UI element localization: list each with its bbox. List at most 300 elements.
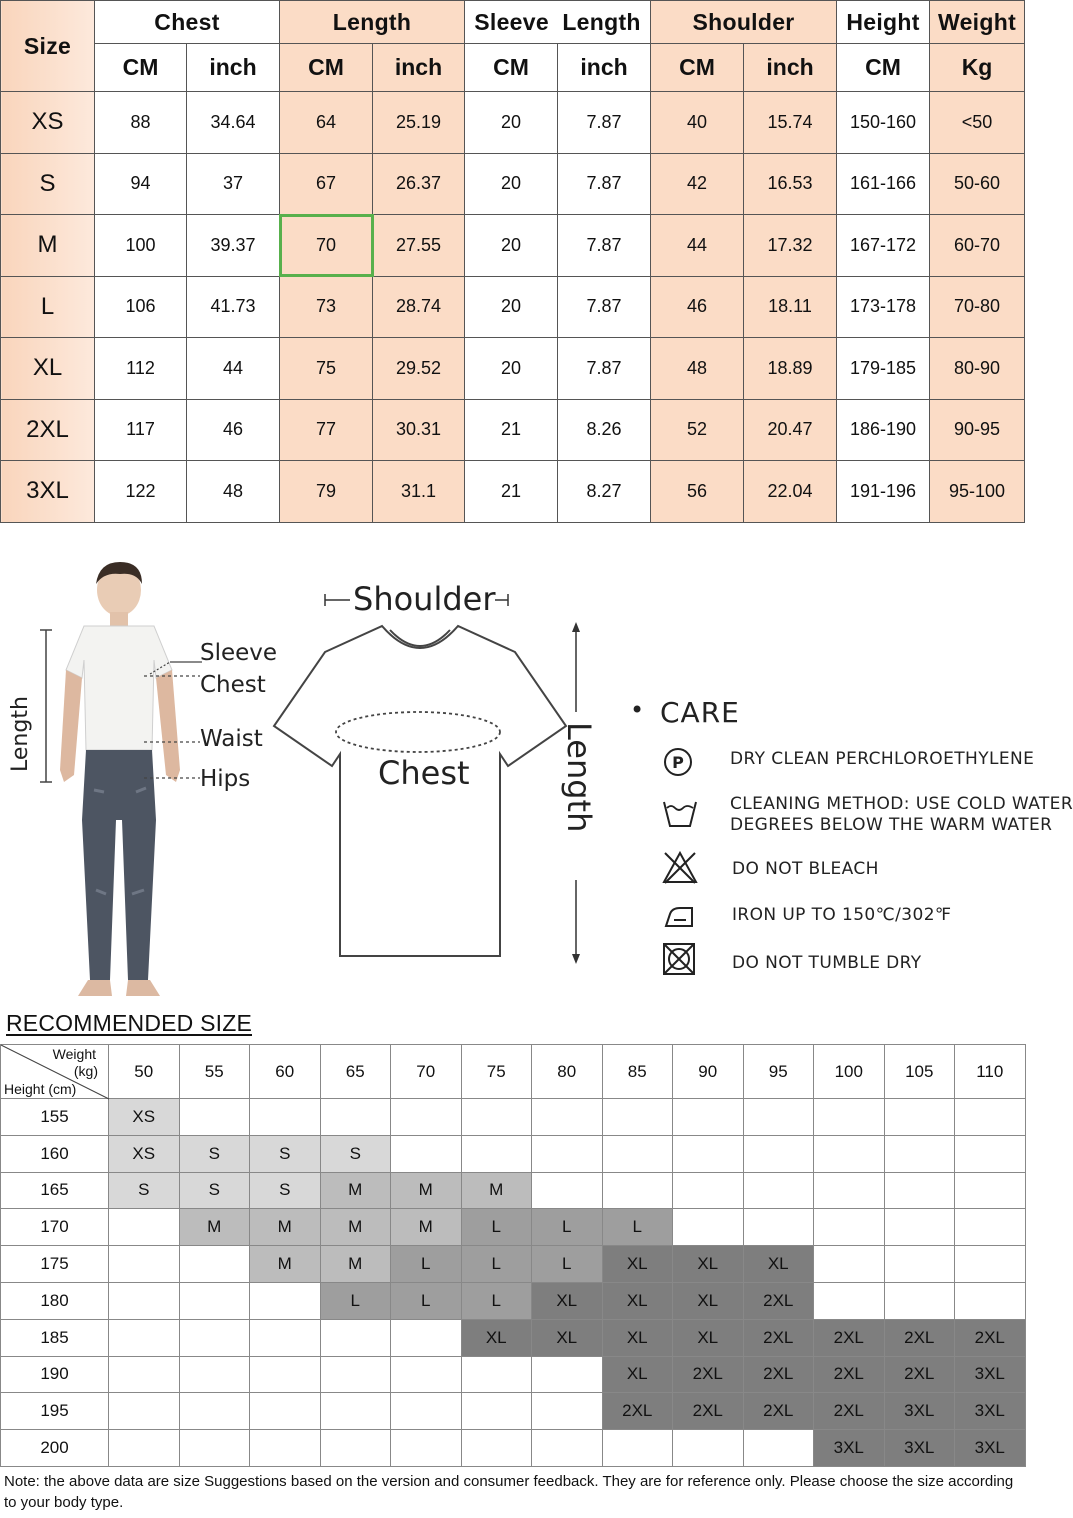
size-value-cell: 112 — [95, 338, 187, 400]
height-row — [1, 1430, 1026, 1467]
size-value-cell: 60-70 — [930, 215, 1025, 277]
recommended-size-cell — [955, 1246, 1026, 1283]
recommended-size-title: RECOMMENDED SIZE — [6, 1010, 252, 1036]
recommended-size-cell — [532, 1099, 603, 1136]
size-value-cell: 52 — [651, 399, 744, 461]
size-row — [1, 215, 1025, 277]
recommended-size-cell — [179, 1319, 250, 1356]
recommended-size-cell — [532, 1356, 603, 1393]
weight-header-row — [1, 1045, 1026, 1099]
shirt-shoulder-label: Shoulder — [353, 580, 496, 618]
size-value-cell: 18.89 — [744, 338, 837, 400]
recommended-size-cell: XL — [532, 1282, 603, 1319]
recommended-size-cell: 2XL — [884, 1356, 955, 1393]
size-value-cell: 21 — [465, 399, 558, 461]
size-value-cell: 64 — [280, 92, 373, 154]
recommended-size-cell: 3XL — [814, 1430, 885, 1467]
recommended-size-cell — [320, 1099, 391, 1136]
recommended-size-cell: M — [320, 1209, 391, 1246]
recommended-size-cell: 2XL — [743, 1319, 814, 1356]
size-value-cell: 90-95 — [930, 399, 1025, 461]
size-value-cell: 26.37 — [373, 153, 465, 215]
recommended-size-cell: XL — [602, 1356, 673, 1393]
recommended-size-cell — [814, 1099, 885, 1136]
size-value-cell: 7.87 — [558, 92, 651, 154]
recommended-size-cell — [250, 1430, 321, 1467]
recommended-size-cell — [532, 1393, 603, 1430]
size-value-cell: 7.87 — [558, 153, 651, 215]
corner-weight-label: Weight — [52, 1046, 96, 1062]
recommended-size-cell: 2XL — [814, 1393, 885, 1430]
recommended-size-cell — [743, 1209, 814, 1246]
recommended-size-cell: L — [532, 1209, 603, 1246]
recommended-size-cell — [391, 1393, 462, 1430]
recommended-size-cell — [179, 1430, 250, 1467]
unit-header: inch — [744, 44, 837, 92]
unit-header: CM — [837, 44, 930, 92]
do-not-tumble-dry-icon — [662, 942, 696, 976]
size-value-cell: 21 — [465, 461, 558, 523]
recommended-size-cell: 2XL — [602, 1393, 673, 1430]
height-cell: 155 — [1, 1099, 109, 1136]
size-value-cell: 70 — [280, 215, 373, 277]
recommended-size-cell — [461, 1393, 532, 1430]
recommended-size-cell: L — [532, 1246, 603, 1283]
svg-text:P: P — [672, 753, 684, 772]
recommended-size-cell: M — [320, 1172, 391, 1209]
recommended-size-cell: L — [391, 1282, 462, 1319]
size-chart-table — [0, 0, 1025, 523]
recommended-size-cell: M — [179, 1209, 250, 1246]
recommended-size-cell — [179, 1393, 250, 1430]
recommended-size-cell: XL — [673, 1246, 744, 1283]
weight-header-cell: 55 — [179, 1045, 250, 1099]
recommended-size-cell — [461, 1099, 532, 1136]
waist-label: Waist — [200, 726, 263, 752]
size-value-cell: <50 — [930, 92, 1025, 154]
recommended-size-cell — [955, 1135, 1026, 1172]
size-value-cell: 167-172 — [837, 215, 930, 277]
size-row — [1, 92, 1025, 154]
recommended-size-cell: L — [320, 1282, 391, 1319]
size-value-cell: 179-185 — [837, 338, 930, 400]
recommended-size-cell — [179, 1356, 250, 1393]
recommended-size-cell — [320, 1356, 391, 1393]
care-text-cleaning-2: DEGREES BELOW THE WARM WATER — [730, 815, 1053, 835]
unit-header: inch — [373, 44, 465, 92]
weight-header-cell: 100 — [814, 1045, 885, 1099]
recommended-size-cell — [461, 1430, 532, 1467]
recommended-size-cell: L — [391, 1246, 462, 1283]
size-row — [1, 399, 1025, 461]
size-note: Note: the above data are size Suggestions based on the version and consumer feedback. They are for reference only. Please choose the size according to your body type. — [4, 1473, 1014, 1511]
shirt-length-label: Length — [560, 722, 598, 833]
size-value-cell: 73 — [280, 276, 373, 338]
weight-header-cell: 110 — [955, 1045, 1026, 1099]
size-value-cell: 106 — [95, 276, 187, 338]
size-value-cell: 48 — [187, 461, 280, 523]
recommended-size-cell: S — [179, 1172, 250, 1209]
height-row — [1, 1172, 1026, 1209]
shirt-chest-label: Chest — [378, 754, 470, 792]
recommended-size-cell — [602, 1135, 673, 1172]
size-value-cell: 29.52 — [373, 338, 465, 400]
size-value-cell: 18.11 — [744, 276, 837, 338]
corner-kg-label: (kg) — [73, 1063, 98, 1079]
recommended-size-cell: L — [602, 1209, 673, 1246]
size-value-cell: 80-90 — [930, 338, 1025, 400]
size-value-cell: 17.32 — [744, 215, 837, 277]
recommended-size-cell — [955, 1209, 1026, 1246]
recommended-size-cell — [109, 1319, 180, 1356]
recommended-size-cell: XL — [673, 1319, 744, 1356]
size-value-cell: 117 — [95, 399, 187, 461]
dry-clean-p-icon — [662, 746, 694, 778]
recommended-size-cell — [602, 1172, 673, 1209]
height-row — [1, 1135, 1026, 1172]
recommended-size-cell: 3XL — [955, 1356, 1026, 1393]
recommended-size-cell: M — [320, 1246, 391, 1283]
recommended-size-cell — [814, 1246, 885, 1283]
size-value-cell: 75 — [280, 338, 373, 400]
weight-header: Weight — [930, 1, 1025, 44]
recommended-size-cell — [461, 1135, 532, 1172]
recommended-size-cell: L — [461, 1282, 532, 1319]
recommended-size-cell — [109, 1246, 180, 1283]
weight-header-cell: 105 — [884, 1045, 955, 1099]
size-value-cell: 46 — [187, 399, 280, 461]
person-chest-label: Chest — [200, 672, 266, 698]
care-text-cleaning-1: CLEANING METHOD: USE COLD WATER — [730, 794, 1073, 814]
recommended-size-cell — [461, 1356, 532, 1393]
size-value-cell: 186-190 — [837, 399, 930, 461]
size-value-cell: 79 — [280, 461, 373, 523]
sleeve-length-header: Sleeve Length — [465, 1, 651, 44]
recommended-size-cell — [179, 1099, 250, 1136]
size-value-cell: 77 — [280, 399, 373, 461]
height-row — [1, 1209, 1026, 1246]
recommended-size-cell — [743, 1172, 814, 1209]
size-value-cell: 20 — [465, 276, 558, 338]
recommended-rows — [1, 1099, 1026, 1467]
recommended-size-cell — [743, 1099, 814, 1136]
height-row — [1, 1393, 1026, 1430]
height-header: Height — [837, 1, 930, 44]
weight-header-cell: 95 — [743, 1045, 814, 1099]
recommended-size-cell: 2XL — [673, 1356, 744, 1393]
measurement-diagram-section — [0, 522, 1073, 1000]
recommended-size-cell: M — [391, 1172, 462, 1209]
size-row — [1, 153, 1025, 215]
recommended-size-table — [0, 1044, 1026, 1467]
unit-header: inch — [187, 44, 280, 92]
height-cell: 190 — [1, 1356, 109, 1393]
recommended-size-cell — [884, 1135, 955, 1172]
size-value-cell: 42 — [651, 153, 744, 215]
recommended-size-cell: 3XL — [884, 1393, 955, 1430]
recommended-size-cell — [179, 1246, 250, 1283]
unit-header: CM — [95, 44, 187, 92]
height-cell: 195 — [1, 1393, 109, 1430]
recommended-size-cell — [673, 1099, 744, 1136]
recommended-size-cell: S — [109, 1172, 180, 1209]
person-length-label: Length — [8, 696, 33, 772]
height-row — [1, 1099, 1026, 1136]
size-value-cell: 30.31 — [373, 399, 465, 461]
size-label-cell: XS — [1, 92, 95, 154]
recommended-size-cell: 2XL — [743, 1393, 814, 1430]
recommended-size-cell: XS — [109, 1099, 180, 1136]
iron-icon — [662, 904, 698, 930]
size-value-cell: 31.1 — [373, 461, 465, 523]
height-cell: 175 — [1, 1246, 109, 1283]
sleeve-label: Sleeve — [200, 640, 278, 666]
recommended-size-cell: M — [250, 1246, 321, 1283]
recommended-size-cell — [673, 1172, 744, 1209]
recommended-size-cell — [743, 1430, 814, 1467]
size-value-cell: 20 — [465, 338, 558, 400]
do-not-bleach-icon — [662, 850, 698, 886]
size-value-cell: 95-100 — [930, 461, 1025, 523]
recommended-size-cell — [532, 1135, 603, 1172]
recommended-size-cell — [673, 1430, 744, 1467]
size-label-cell: S — [1, 153, 95, 215]
weight-header-cell: 75 — [461, 1045, 532, 1099]
unit-header: CM — [280, 44, 373, 92]
size-value-cell: 56 — [651, 461, 744, 523]
recommended-size-cell — [109, 1393, 180, 1430]
height-row — [1, 1246, 1026, 1283]
recommended-size-cell — [250, 1282, 321, 1319]
size-value-cell: 34.64 — [187, 92, 280, 154]
size-value-cell: 20 — [465, 215, 558, 277]
recommended-size-cell: S — [250, 1135, 321, 1172]
size-value-cell: 67 — [280, 153, 373, 215]
unit-row — [1, 44, 1025, 92]
recommended-size-cell: XL — [673, 1282, 744, 1319]
size-value-cell: 8.26 — [558, 399, 651, 461]
recommended-size-cell — [391, 1356, 462, 1393]
height-cell: 160 — [1, 1135, 109, 1172]
recommended-size-cell: 3XL — [955, 1430, 1026, 1467]
unit-header: inch — [558, 44, 651, 92]
recommended-size-cell — [884, 1209, 955, 1246]
size-header: Size — [1, 1, 95, 92]
size-value-cell: 15.74 — [744, 92, 837, 154]
size-value-cell: 8.27 — [558, 461, 651, 523]
size-value-cell: 22.04 — [744, 461, 837, 523]
recommended-size-cell — [109, 1282, 180, 1319]
recommended-size-cell: XL — [602, 1319, 673, 1356]
recommended-size-cell — [673, 1209, 744, 1246]
size-value-cell: 173-178 — [837, 276, 930, 338]
recommended-size-cell — [179, 1282, 250, 1319]
recommended-size-cell: 2XL — [743, 1282, 814, 1319]
size-value-cell: 94 — [95, 153, 187, 215]
size-value-cell: 44 — [187, 338, 280, 400]
length-header: Length — [280, 1, 465, 44]
recommended-size-cell — [250, 1393, 321, 1430]
recommended-size-cell — [532, 1430, 603, 1467]
recommended-size-cell — [320, 1430, 391, 1467]
height-row — [1, 1356, 1026, 1393]
recommended-size-cell — [814, 1135, 885, 1172]
weight-header-cell: 60 — [250, 1045, 321, 1099]
weight-header-cell: 70 — [391, 1045, 462, 1099]
size-row — [1, 461, 1025, 523]
recommended-size-cell — [109, 1356, 180, 1393]
recommended-size-cell — [884, 1282, 955, 1319]
size-value-cell: 7.87 — [558, 338, 651, 400]
size-value-cell: 37 — [187, 153, 280, 215]
recommended-size-cell — [532, 1172, 603, 1209]
care-text-dry-clean: DRY CLEAN PERCHLOROETHYLENE — [730, 749, 1035, 769]
weight-header-cell: 85 — [602, 1045, 673, 1099]
recommended-size-cell: 2XL — [955, 1319, 1026, 1356]
size-value-cell: 20 — [465, 92, 558, 154]
recommended-size-cell: 3XL — [884, 1430, 955, 1467]
chest-header: Chest — [95, 1, 280, 44]
recommended-size-cell — [602, 1430, 673, 1467]
recommended-size-cell — [250, 1319, 321, 1356]
recommended-size-cell: 2XL — [884, 1319, 955, 1356]
recommended-size-cell — [814, 1172, 885, 1209]
size-row — [1, 338, 1025, 400]
size-row — [1, 276, 1025, 338]
recommended-size-cell: XL — [602, 1282, 673, 1319]
size-rows — [1, 92, 1025, 523]
size-value-cell: 25.19 — [373, 92, 465, 154]
size-value-cell: 70-80 — [930, 276, 1025, 338]
unit-header: Kg — [930, 44, 1025, 92]
recommended-size-cell — [250, 1099, 321, 1136]
size-label-cell: L — [1, 276, 95, 338]
recommended-size-cell — [814, 1282, 885, 1319]
recommended-size-cell — [814, 1209, 885, 1246]
size-value-cell: 20.47 — [744, 399, 837, 461]
recommended-size-cell: 3XL — [955, 1393, 1026, 1430]
care-text-iron: IRON UP TO 150℃/302℉ — [732, 905, 952, 925]
corner-height-label: Height (cm) — [4, 1081, 77, 1097]
recommended-size-cell: M — [250, 1209, 321, 1246]
recommended-size-cell: 2XL — [743, 1356, 814, 1393]
recommended-size-cell — [109, 1209, 180, 1246]
size-value-cell: 46 — [651, 276, 744, 338]
unit-header: CM — [465, 44, 558, 92]
weight-header-cell: 65 — [320, 1045, 391, 1099]
height-cell: 165 — [1, 1172, 109, 1209]
size-value-cell: 191-196 — [837, 461, 930, 523]
recommended-size-cell: XL — [602, 1246, 673, 1283]
shoulder-header: Shoulder — [651, 1, 837, 44]
recommended-size-cell — [955, 1172, 1026, 1209]
recommended-size-cell — [109, 1430, 180, 1467]
recommended-size-cell: 2XL — [814, 1319, 885, 1356]
recommended-size-cell — [391, 1319, 462, 1356]
recommended-size-cell — [884, 1099, 955, 1136]
size-label-cell: XL — [1, 338, 95, 400]
recommended-size-cell: XL — [532, 1319, 603, 1356]
size-value-cell: 40 — [651, 92, 744, 154]
care-title: CARE — [660, 696, 740, 729]
height-cell: 170 — [1, 1209, 109, 1246]
recommended-size-cell — [391, 1135, 462, 1172]
recommended-size-cell: XS — [109, 1135, 180, 1172]
size-value-cell: 50-60 — [930, 153, 1025, 215]
size-value-cell: 41.73 — [187, 276, 280, 338]
care-text-tumble: DO NOT TUMBLE DRY — [732, 953, 922, 973]
recommended-size-cell — [955, 1282, 1026, 1319]
size-label-cell: M — [1, 215, 95, 277]
size-value-cell: 16.53 — [744, 153, 837, 215]
length-bracket — [36, 628, 56, 784]
weight-header-cell: 80 — [532, 1045, 603, 1099]
recommended-size-cell — [955, 1099, 1026, 1136]
recommended-size-cell: 2XL — [814, 1356, 885, 1393]
size-value-cell: 88 — [95, 92, 187, 154]
size-value-cell: 7.87 — [558, 276, 651, 338]
recommended-size-cell — [884, 1172, 955, 1209]
height-row — [1, 1282, 1026, 1319]
size-value-cell: 100 — [95, 215, 187, 277]
size-value-cell: 122 — [95, 461, 187, 523]
size-value-cell: 20 — [465, 153, 558, 215]
recommended-size-cell: M — [461, 1172, 532, 1209]
height-cell: 180 — [1, 1282, 109, 1319]
recommended-size-cell: L — [461, 1209, 532, 1246]
height-row — [1, 1319, 1026, 1356]
recommended-size-cell: M — [391, 1209, 462, 1246]
recommended-size-cell: S — [250, 1172, 321, 1209]
recommended-size-cell — [884, 1246, 955, 1283]
height-cell: 200 — [1, 1430, 109, 1467]
size-value-cell: 28.74 — [373, 276, 465, 338]
table-corner-cell — [1, 1045, 109, 1099]
size-value-cell: 150-160 — [837, 92, 930, 154]
weight-header-cell: 50 — [109, 1045, 180, 1099]
wash-tub-icon — [662, 798, 698, 832]
recommended-size-cell — [391, 1430, 462, 1467]
weight-header-cell: 90 — [673, 1045, 744, 1099]
care-text-bleach: DO NOT BLEACH — [732, 859, 879, 879]
recommended-size-cell — [320, 1319, 391, 1356]
size-label-cell: 3XL — [1, 461, 95, 523]
recommended-size-cell — [250, 1356, 321, 1393]
recommended-size-cell: XL — [461, 1319, 532, 1356]
size-value-cell: 44 — [651, 215, 744, 277]
unit-header: CM — [651, 44, 744, 92]
size-value-cell: 161-166 — [837, 153, 930, 215]
size-value-cell: 48 — [651, 338, 744, 400]
recommended-size-cell — [391, 1099, 462, 1136]
size-value-cell: 7.87 — [558, 215, 651, 277]
recommended-size-cell — [320, 1393, 391, 1430]
recommended-size-cell: S — [320, 1135, 391, 1172]
recommended-size-cell: XL — [743, 1246, 814, 1283]
size-value-cell: 39.37 — [187, 215, 280, 277]
size-label-cell: 2XL — [1, 399, 95, 461]
height-cell: 185 — [1, 1319, 109, 1356]
size-value-cell: 27.55 — [373, 215, 465, 277]
recommended-size-cell: 2XL — [673, 1393, 744, 1430]
care-bullet: • — [630, 696, 645, 724]
recommended-size-cell — [602, 1099, 673, 1136]
recommended-size-cell — [673, 1135, 744, 1172]
recommended-size-cell: S — [179, 1135, 250, 1172]
hips-label: Hips — [200, 766, 251, 792]
recommended-size-cell: L — [461, 1246, 532, 1283]
recommended-size-cell — [743, 1135, 814, 1172]
